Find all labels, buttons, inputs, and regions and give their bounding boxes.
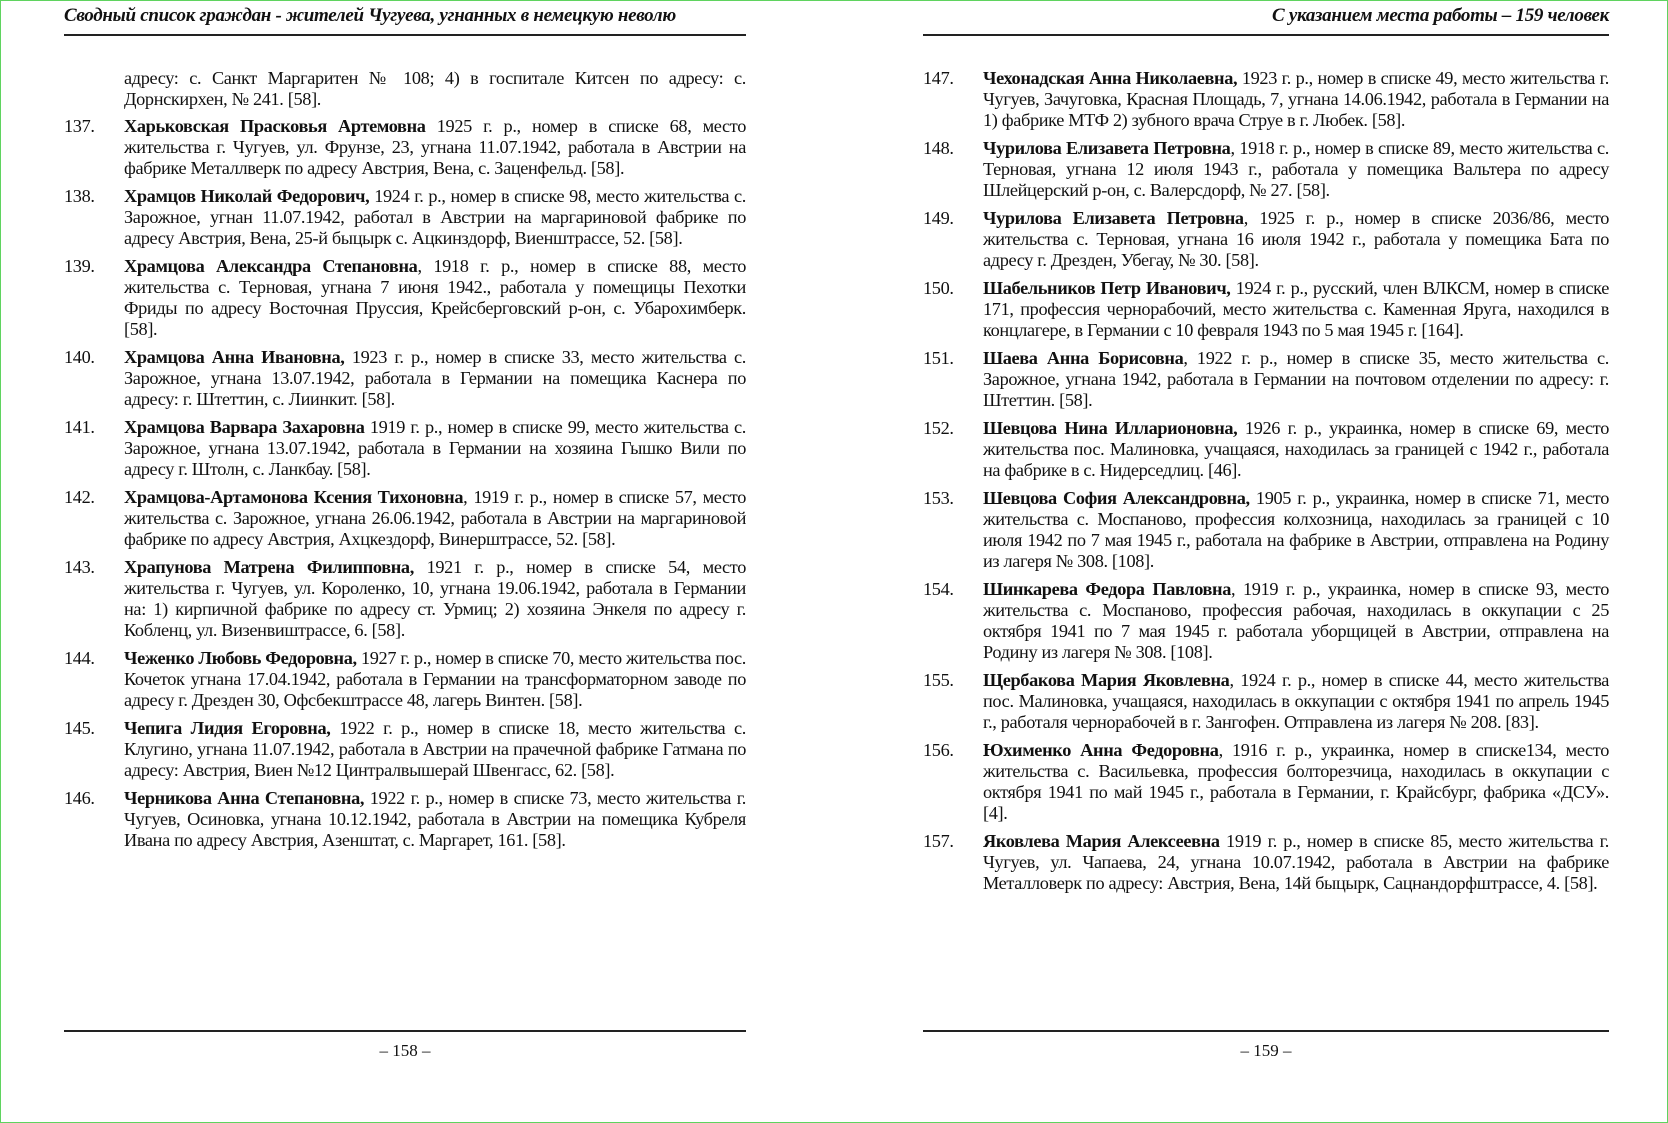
page-number: – 159 – (1240, 1041, 1292, 1060)
entry-number: 152. (923, 418, 954, 438)
entry-details: 1925 г. р., номер в списке 68, место жительства г. Чугуев, ул. Фрунзе, 23, угнана 11.07.1942, работала в Австрии на фабрике Металлверк по адресу Австрия, Вена, с. Заценфельд. [58]. (124, 116, 746, 178)
list-item (64, 487, 746, 550)
entry-text (983, 831, 1609, 894)
entry-details: , 1922 г. р., номер в списке 35, место жительства с. Зарожное, угнана 1942, работала в Германии на почтовом отделении по адресу: г. Штеттин. [58]. (983, 348, 1609, 410)
entry-number: 147. (923, 68, 954, 88)
person-name: Чеженко Любовь Федоровна, (124, 648, 357, 668)
person-name: Яковлева Мария Алексеевна (983, 831, 1220, 851)
list-item (923, 740, 1609, 824)
right-page (923, 0, 1609, 1123)
person-name: Шевцова Нина Илларионовна, (983, 418, 1238, 438)
person-name: Храмцова Варвара Захаровна (124, 417, 365, 437)
entry-details: 1922 г. р., номер в списке 18, место жительства с. Клугино, угнана 11.07.1942, работала в Австрии на прачечной фабрике Гатмана по адресу: Австрия, Виен №12 Цинтралвышерай Швенгасс, 62. [58]. (124, 718, 746, 780)
entry-number: 137. (64, 116, 95, 136)
person-name: Чурилова Елизавета Петровна (983, 208, 1244, 228)
list-item (64, 186, 746, 249)
entry-text (124, 648, 746, 711)
person-name: Храмцов Николай Федорович, (124, 186, 370, 206)
person-name: Шабельников Петр Иванович, (983, 278, 1231, 298)
header-rule (923, 34, 1609, 36)
entry-text (983, 208, 1609, 271)
entry-number: 145. (64, 718, 95, 738)
entry-text (124, 417, 746, 480)
list-item (64, 718, 746, 781)
entry-details: , 1918 г. р., номер в списке 89, место жительства с. Терновая, угнана 12 июля 1943 г., работала у помещика Вальтера по адресу Шлейцерский р-он, с. Валерсдорф, № 27. [58]. (983, 138, 1610, 200)
list-item (923, 418, 1609, 481)
entry-number: 150. (923, 278, 954, 298)
list-item (64, 256, 746, 340)
entry-details: , 1919 г. р., номер в списке 57, место жительства с. Зарожное, угнана 26.06.1942, работала в Австрии на маргариновой фабрике по адресу Австрия, Ахцкездорф, Винерштрассе, 52. [58]. (124, 487, 746, 549)
list-item (923, 831, 1609, 894)
entry-number: 142. (64, 487, 95, 507)
person-name: Шевцова София Александровна, (983, 488, 1250, 508)
entry-number: 154. (923, 579, 954, 599)
footer-rule (923, 1030, 1609, 1032)
entry-details: , 1924 г. р., номер в списке 44, место жительства пос. Малиновка, учащаяся, находилась в оккупации с октября 1941 по апрель 1945 г., работаля чернорабочей в г. Зангофен. Отправлена из лагеря № 208. [83]. (983, 670, 1609, 732)
entry-text (124, 557, 746, 641)
entry-text (124, 116, 746, 179)
entry-number: 144. (64, 648, 95, 668)
entry-text (124, 788, 746, 851)
list-item (923, 278, 1609, 341)
entry-number: 141. (64, 417, 95, 437)
left-page (64, 0, 746, 1123)
person-name: Чехонадская Анна Николаевна, (983, 68, 1238, 88)
list-item (923, 68, 1609, 131)
entry-text (983, 670, 1609, 733)
entry-text (983, 138, 1609, 201)
entry-number: 149. (923, 208, 954, 228)
entry-text (124, 718, 746, 781)
entry-text (983, 68, 1609, 131)
entry-details: 1905 г. р., украинка, номер в списке 71, место жительства с. Моспаново, профессия колхозница, находилась за границей с 10 июля 1942 по 7 мая 1945 г., работала на фабрике в Австрии, отправлена на Родину из лагеря № 308. [108]. (983, 488, 1609, 571)
list-item (923, 579, 1609, 663)
entry-details: , 1916 г. р., украинка, номер в списке134, место жительства с. Васильевка, профессия болторезчица, находилась в оккупации с октября 1941 по май 1945 г., работала в Германии, г. Крайсбург, фабрика «ДСУ». [4]. (983, 740, 1609, 823)
person-name: Храмцова Александра Степановна (124, 256, 418, 276)
entry-details: 1923 г. р., номер в списке 49, место жительства г. Чугуев, Зачуговка, Красная Площадь, 7, угнана 14.06.1942, работала в Германии на 1) фабрике МТФ 2) зубного врача Струе в г. Любек. [58]. (983, 68, 1609, 130)
list-item (64, 648, 746, 711)
entry-number: 146. (64, 788, 95, 808)
entry-details: 1923 г. р., номер в списке 33, место жительства с. Зарожное, угнана 13.07.1942, работала в Германии на помещика Каснера по адресу: г. Штеттин, с. Лиинкит. [58]. (124, 347, 746, 409)
entry-number: 138. (64, 186, 95, 206)
entry-text (983, 418, 1609, 481)
entry-details: 1922 г. р., номер в списке 73, место жительства г. Чугуев, Осиновка, угнана 10.12.1942, работала в Австрии на помещика Кубреля Ивана по адресу Австрия, Азенштат, с. Маргарет, 161. [58]. (124, 788, 746, 850)
entry-number: 151. (923, 348, 954, 368)
running-header: С указанием места работы – 159 человек (1272, 5, 1609, 26)
entry-text (983, 488, 1609, 572)
entry-list (923, 68, 1609, 901)
running-header: Сводный список граждан - жителей Чугуева, угнанных в немецкую неволю (64, 5, 676, 26)
list-item (923, 348, 1609, 411)
entry-text (983, 278, 1609, 341)
entry-text (983, 348, 1609, 411)
person-name: Черникова Анна Степановна, (124, 788, 365, 808)
entry-number: 156. (923, 740, 954, 760)
continuation-text: адресу: с. Санкт Маргаритен № 108; 4) в госпитале Китсен по адресу: с. Дорнскирхен, № 241. [58]. (124, 68, 746, 109)
person-name: Шинкарева Федора Павловна (983, 579, 1232, 599)
list-item (64, 116, 746, 179)
person-name: Храпунова Матрена Филипповна, (124, 557, 414, 577)
entry-details: , 1918 г. р., номер в списке 88, место жительства с. Терновая, угнана 7 июня 1942., работала у помещицы Пехотки Фриды по адресу Восточная Пруссия, Крейсберговский р-он, с. Убарохимберк. [58]. (124, 256, 747, 339)
entry-number: 148. (923, 138, 954, 158)
list-item (923, 138, 1609, 201)
person-name: Шаева Анна Борисовна (983, 348, 1184, 368)
list-item (923, 208, 1609, 271)
entry-list (64, 68, 746, 858)
entry-details: 1919 г. р., номер в списке 99, место жительства с. Зарожное, угнана 13.07.1942, работала в Германии на хозяина Гышко Вили по адресу г. Штолн, с. Ланкбау. [58]. (124, 417, 746, 479)
entry-number: 157. (923, 831, 954, 851)
entry-text (124, 487, 746, 550)
entry-details: 1921 г. р., номер в списке 54, место жительства г. Чугуев, ул. Короленко, 10, угнана 19.06.1942, работала в Германии на: 1) кирпичной фабрике по адресу ст. Урмиц; 2) хозяина Энкеля по адресу г. Кобленц, ул. Визенвиштрассе, 6. [58]. (124, 557, 746, 640)
entry-number: 143. (64, 557, 95, 577)
person-name: Щербакова Мария Яковлевна (983, 670, 1230, 690)
entry-text (983, 579, 1609, 663)
person-name: Храмцова Анна Ивановна, (124, 347, 345, 367)
list-item (64, 417, 746, 480)
list-item (64, 347, 746, 410)
entry-details: 1927 г. р., номер в списке 70, место жительства пос. Кочеток угнана 17.04.1942, работала в Германии на трансформаторном заводе по адресу г. Дрезден 30, Офсбекштрассе 48, лагерь Винтен. [58]. (124, 648, 746, 710)
entry-number: 139. (64, 256, 95, 276)
entry-text (124, 347, 746, 410)
entry-details: 1926 г. р., украинка, номер в списке 69, место жительства пос. Малиновка, учащаяся, находилась за границей с 1942 г., работала на фабрике в с. Нидерседлиц. [46]. (983, 418, 1609, 480)
list-item (64, 557, 746, 641)
footer-rule (64, 1030, 746, 1032)
entry-number: 153. (923, 488, 954, 508)
entry-text (124, 256, 746, 340)
person-name: Юхименко Анна Федоровна (983, 740, 1219, 760)
entry-details: 1919 г. р., номер в списке 85, место жительства г. Чугуев, ул. Чапаева, 24, угнана 10.07.1942, работала в Австрии на фабрике Металловерк по адресу: Австрия, Вена, 14й быцырк, Сацнандорфштрассе, 4. [58]. (983, 831, 1609, 893)
list-item (923, 670, 1609, 733)
entry-text (124, 186, 746, 249)
entry-number: 155. (923, 670, 954, 690)
page-number: – 158 – (379, 1041, 431, 1060)
entry-text (983, 740, 1609, 824)
person-name: Храмцова-Артамонова Ксения Тихоновна (124, 487, 464, 507)
list-item (923, 488, 1609, 572)
list-item (64, 788, 746, 851)
person-name: Харьковская Прасковья Артемовна (124, 116, 426, 136)
entry-number: 140. (64, 347, 95, 367)
entry-details: 1924 г. р., русский, член ВЛКСМ, номер в списке 171, профессия чернорабочий, место жительства с. Каменная Яруга, находился в концлагере, в Германии с 10 февраля 1943 по 5 мая 1945 г. [164]. (983, 278, 1610, 340)
entry-details: 1924 г. р., номер в списке 98, место жительства с. Зарожное, угнан 11.07.1942, работал в Австрии на маргариновой фабрике по адресу Австрия, Вена, 25-й быцырк с. Ацкинздорф, Виенштрассе, 52. [58]. (124, 186, 746, 248)
entry-details: , 1925 г. р., номер в списке 2036/86, место жительства с. Терновая, угнана 16 июля 1942 г., работала у помещика Бата по адресу г. Дрезден, Убегау, № 30. [58]. (983, 208, 1610, 270)
person-name: Чепига Лидия Егоровна, (124, 718, 331, 738)
entry-details: , 1919 г. р., украинка, номер в списке 93, место жительства с. Моспаново, профессия рабочая, находилась в оккупации с 25 октября 1941 по 7 мая 1945 г. работала уборщицей в Австрии, отправлена на Родину из лагеря № 308. [108]. (983, 579, 1609, 662)
header-rule (64, 34, 746, 36)
person-name: Чурилова Елизавета Петровна (983, 138, 1231, 158)
